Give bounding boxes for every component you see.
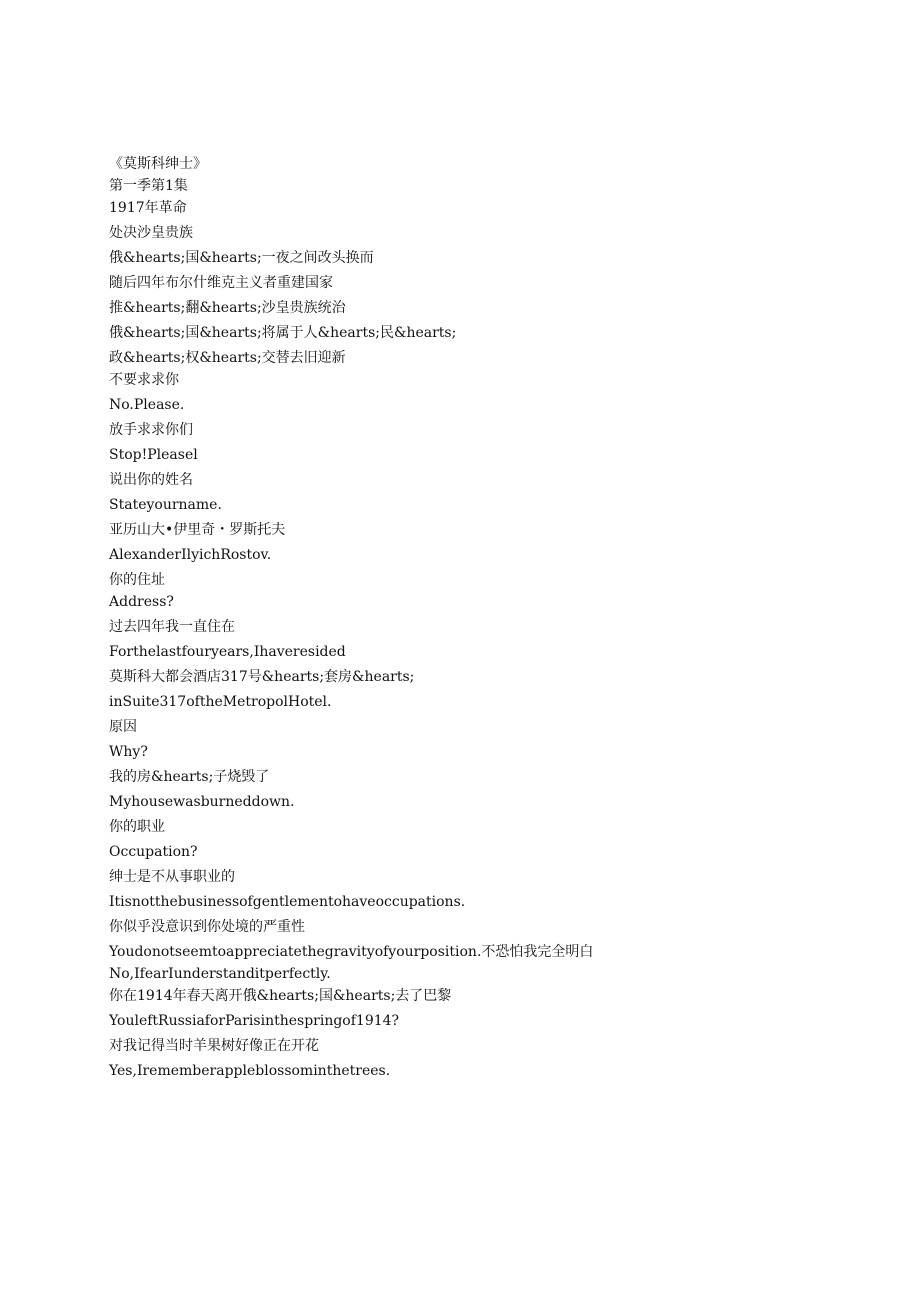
subtitle-line-en: YouleftRussiaforParisinthespringof1914? (109, 1013, 400, 1029)
subtitle-line-zh: 原因 (109, 719, 137, 735)
subtitle-script (109, 153, 869, 1082)
subtitle-line-en: Youdonotseemtoappreciatethegravityofyourposition.不恐怕我完全明白 (109, 944, 594, 960)
subtitle-line-zh: 你的职业 (109, 819, 165, 835)
subtitle-line-zh: 不要求求你 (109, 372, 179, 388)
subtitle-line-en: Stop!Pleasel (109, 447, 198, 463)
subtitle-line-en: Yes,Irememberappleblossominthetrees. (109, 1063, 391, 1079)
subtitle-line: 1917年革命 (109, 200, 187, 216)
subtitle-line-en: Stateyourname. (109, 497, 222, 513)
subtitle-line-zh: 你在1914年春天离开俄&hearts;国&hearts;去了巴黎 (109, 988, 452, 1004)
subtitle-line-en: Why? (109, 744, 148, 760)
subtitle-line: 政&hearts;权&hearts;交替去旧迎新 (109, 350, 346, 366)
subtitle-line-en: No,IfearIunderstanditperfectly. (109, 966, 331, 982)
subtitle-line-en: Itisnotthebusinessofgentlementohaveoccupations. (109, 894, 466, 910)
subtitle-line-zh: 你似乎没意识到你处境的严重性 (109, 919, 305, 935)
subtitle-line-en: AlexanderIlyichRostov. (109, 547, 272, 563)
subtitle-line: 随后四年布尔什维克主义者重建国家 (109, 275, 333, 291)
episode-heading: 第一季第1集 (109, 178, 188, 194)
subtitle-line-zh: 你的住址 (109, 572, 165, 588)
subtitle-line-zh: 说出你的姓名 (109, 472, 193, 488)
subtitle-line-zh: 莫斯科大都会酒店317号&hearts;套房&hearts; (109, 669, 415, 685)
subtitle-line-en: Occupation? (109, 844, 198, 860)
subtitle-line-zh: 过去四年我一直住在 (109, 619, 235, 635)
subtitle-line-en: inSuite317oftheMetropolHotel. (109, 694, 332, 710)
document-title: 《莫斯科绅士》 (109, 156, 207, 172)
subtitle-line-zh: 绅士是不从事职业的 (109, 869, 235, 885)
subtitle-line-en: Myhousewasburneddown. (109, 794, 295, 810)
subtitle-line-zh: 我的房&hearts;子烧毁了 (109, 769, 270, 785)
subtitle-line: 推&hearts;翻&hearts;沙皇贵族统治 (109, 300, 346, 316)
subtitle-line-zh: 亚历山大•伊里奇・罗斯托夫 (109, 522, 286, 538)
subtitle-line: 处决沙皇贵族 (109, 225, 193, 241)
subtitle-line-zh: 对我记得当时羊果树好像正在开花 (109, 1038, 319, 1054)
subtitle-line-en: No.Please. (109, 397, 185, 413)
subtitle-line: 俄&hearts;国&hearts;一夜之间改头换而 (109, 250, 374, 266)
subtitle-line-zh: 放手求求你们 (109, 422, 193, 438)
subtitle-line-en: Address? (109, 594, 174, 610)
subtitle-line: 俄&hearts;国&hearts;将属于人&hearts;民&hearts; (109, 325, 457, 341)
subtitle-line-en: Forthelastfouryears,Ihaveresided (109, 644, 346, 660)
